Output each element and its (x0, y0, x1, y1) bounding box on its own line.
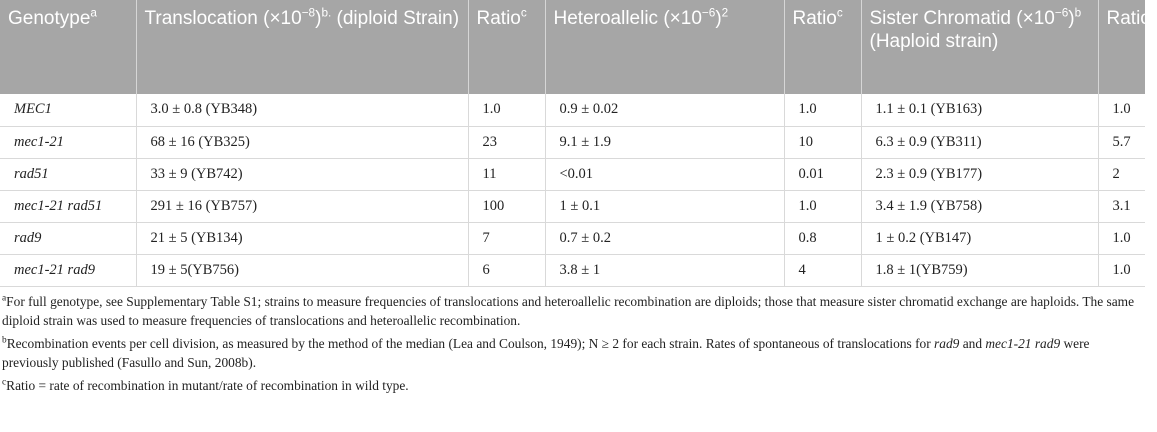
header-sister-chromatid: Sister Chromatid $(\times 10^{-6})^b$ (Haploid strain) (861, 0, 1098, 94)
cell-sister-chromatid: 1 ± 0.2 (YB147) (861, 222, 1098, 254)
cell-translocation: 19 ± 5(YB756) (136, 254, 468, 286)
cell-ratio: 5.7 (1098, 126, 1145, 158)
footnotes (0, 287, 1145, 395)
header-ratio-2: Ratio$^c$ (784, 0, 861, 94)
cell-ratio: 1.0 (468, 94, 545, 126)
header-ratio-3: Ratio$^c$ (1098, 0, 1145, 94)
cell-translocation: 21 ± 5 (YB134) (136, 222, 468, 254)
cell-ratio: 0.8 (784, 222, 861, 254)
cell-genotype: MEC1 (0, 94, 136, 126)
cell-heteroallelic: 0.9 ± 0.02 (545, 94, 784, 126)
header-row (0, 0, 1145, 94)
cell-ratio: 2 (1098, 158, 1145, 190)
cell-sister-chromatid: 3.4 ± 1.9 (YB758) (861, 190, 1098, 222)
cell-sister-chromatid: 1.8 ± 1(YB759) (861, 254, 1098, 286)
cell-heteroallelic: 1 ± 0.1 (545, 190, 784, 222)
header-heteroallelic: Heteroallelic $(\times 10^{-6})^2$ (545, 0, 784, 94)
cell-ratio: 1.0 (1098, 254, 1145, 286)
cell-ratio: 1.0 (784, 190, 861, 222)
header-genotype: Genotype$^a$ (8, 6, 97, 29)
cell-ratio: 3.1 (1098, 190, 1145, 222)
cell-genotype: mec1-21 rad9 (0, 254, 136, 286)
cell-sister-chromatid: 1.1 ± 0.1 (YB163) (861, 94, 1098, 126)
header-ratio-1: Ratio$^c$ (468, 0, 545, 94)
table-row (0, 254, 1145, 286)
cell-translocation: 291 ± 16 (YB757) (136, 190, 468, 222)
cell-heteroallelic: 0.7 ± 0.2 (545, 222, 784, 254)
cell-ratio: 6 (468, 254, 545, 286)
cell-sister-chromatid: 6.3 ± 0.9 (YB311) (861, 126, 1098, 158)
cell-sister-chromatid: 2.3 ± 0.9 (YB177) (861, 158, 1098, 190)
cell-ratio: 10 (784, 126, 861, 158)
cell-ratio: 4 (784, 254, 861, 286)
cell-genotype: mec1-21 rad51 (0, 190, 136, 222)
cell-ratio: 23 (468, 126, 545, 158)
cell-heteroallelic: <0.01 (545, 158, 784, 190)
table-row (0, 94, 1145, 126)
cell-genotype: rad9 (0, 222, 136, 254)
cell-ratio: 0.01 (784, 158, 861, 190)
table-row (0, 190, 1145, 222)
cell-ratio: 1.0 (1098, 94, 1145, 126)
cell-ratio: 7 (468, 222, 545, 254)
cell-heteroallelic: 9.1 ± 1.9 (545, 126, 784, 158)
footnote-b: $^b$Recombination events per cell division, as measured by the method of the median (Lea and Coulson, 1949); N ≥ 2 for each strain. Rates of spontaneous of translocations for rad9 and mec1-21 rad9 were previously published (Fasullo and Sun, 2008b). (2, 335, 1090, 370)
table-row (0, 222, 1145, 254)
cell-translocation: 33 ± 9 (YB742) (136, 158, 468, 190)
footnote-c: $^c$Ratio = rate of recombination in mutant/rate of recombination in wild type. (2, 377, 409, 393)
cell-ratio: 100 (468, 190, 545, 222)
cell-ratio: 11 (468, 158, 545, 190)
table-row (0, 126, 1145, 158)
cell-translocation: 3.0 ± 0.8 (YB348) (136, 94, 468, 126)
footnote-a: $^a$For full genotype, see Supplementary Table S1; strains to measure frequencies of translocations and heteroallelic recombination are diploids; those that measure sister chromatid exchange are haploids. The same diploid strain was used to measure frequencies of translocations and heteroallelic recombination. (2, 293, 1135, 328)
cell-ratio: 1.0 (784, 94, 861, 126)
cell-genotype: rad51 (0, 158, 136, 190)
cell-heteroallelic: 3.8 ± 1 (545, 254, 784, 286)
header-translocation: Translocation $(\times 10^{-8})^{b.}$ (diploid Strain) (136, 0, 468, 94)
cell-translocation: 68 ± 16 (YB325) (136, 126, 468, 158)
table-row (0, 158, 1145, 190)
cell-genotype: mec1-21 (0, 126, 136, 158)
cell-ratio: 1.0 (1098, 222, 1145, 254)
